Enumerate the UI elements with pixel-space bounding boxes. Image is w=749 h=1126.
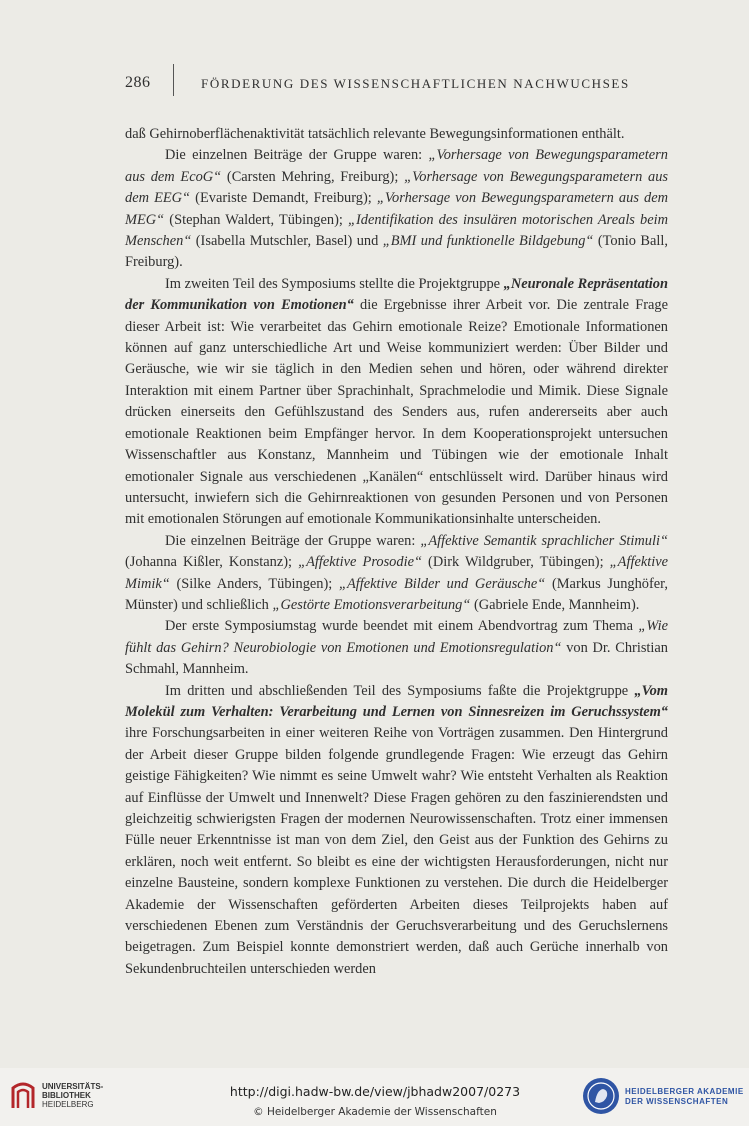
running-header — [125, 64, 670, 100]
running-title: FÖRDERUNG DES WISSENSCHAFTLICHEN NACHWUCHSES — [201, 76, 630, 91]
paragraph-1: daß Gehirnoberflächenaktivität tatsächlich relevante Bewegungsinformationen enthält. — [125, 126, 625, 142]
paragraph-3: Im zweiten Teil des Symposiums stellte die Projektgruppe „Neuronale Repräsentation der Kommunikation von Emotionen“ die Ergebnisse ihrer Arbeit vor. Die zentrale Frage dieser Arbeit ist: Wie verarbeitet das Gehirn emotionale Reize? Emotionale Informationen können auf ganz unterschiedliche Art und Weise kommuniziert werden: Über Bilder und Geräusche, wie wir sie täglich in den Medien sehen und hören, oder während direkter Interaktion mit einem Partner über Sprachinhalt, Sprachmelodie und Mimik. Diese Signale drücken einerseits den Gefühlszustand des Senders aus, rufen andererseits aber auch emotionale Reaktionen beim Empfänger hervor. In dem Kooperationsprojekt untersuchen Wissenschaftler aus Konstanz, Mannheim und Tübingen wie der emotionale Inhalt emotionaler Signale aus verschiedenen „Kanälen“ entschlüsselt wird. Darüber hinaus wird untersucht, inwiefern sich die Gehirnreaktionen von gesunden Personen und von Personen mit emotionalen Störungen auf emotionale Kommunikationsinhalte unterscheiden. — [125, 275, 668, 528]
header-divider — [173, 64, 174, 96]
academy-seal-icon — [583, 1078, 619, 1114]
paragraph-2: Die einzelnen Beiträge der Gruppe waren: „Vorhersage von Bewegungsparametern aus dem EcoG“ (Carsten Mehring, Freiburg); „Vorhersage von Bewegungsparametern aus dem EEG“ (Evariste Demandt, Freiburg); „Vorhersage von Bewegungsparametern aus dem MEG“ (Stephan Waldert, Tübingen); „Identifikation des insulären motorischen Areals beim Menschen“ (Isabella Mutschler, Basel) und „BMI und funktionelle Bildgebung“ (Tonio Ball, Freiburg). — [125, 147, 668, 271]
page-number: 286 — [125, 74, 151, 91]
paragraph-5: Der erste Symposiumstag wurde beendet mit einem Abendvortrag zum Thema „Wie fühlt das Gehirn? Neurobiologie von Emotionen und Emotionsregulation“ von Dr. Christian Schmahl, Mannheim. — [125, 618, 668, 678]
paragraph-4: Die einzelnen Beiträge der Gruppe waren: „Affektive Semantik sprachlicher Stimuli“ (Johanna Kißler, Konstanz); „Affektive Prosodie“ (Dirk Wildgruber, Tübingen); „Affektive Mimik“ (Silke Anders, Tübingen); „Affektive Bilder und Geräusche“ (Markus Junghöfer, Münster) und schließlich „Gestörte Emotionsverarbeitung“ (Gabriele Ende, Mannheim). — [125, 532, 668, 613]
university-library-name[interactable]: UNIVERSITÄTS- BIBLIOTHEK HEIDELBERG — [42, 1082, 104, 1109]
paragraph-6: Im dritten und abschließenden Teil des Symposiums faßte die Projektgruppe „Vom Molekül zum Verhalten: Verarbeitung und Lernen von Sinnesreizen im Geruchssystem“ ihre Forschungsarbeiten in einer weiteren Reihe von Vorträgen zusammen. Den Hintergrund der Arbeit dieser Gruppe bilden folgende grundlegende Fragen: Wie erzeugt das Gehirn geistige Fähigkeiten? Wie nimmt es seine Umwelt wahr? Wie entsteht Verhalten als Reaktion auf Einflüsse der Umwelt und Innenwelt? Diese Fragen gehören zu den faszinierendsten und gleichzeitig schwierigsten Fragen der modernen Neurowissenschaften. Trotz einer immensen Fülle neuer Erkenntnisse ist man von dem Ziel, den Geist aus der Funktion des Gehirns zu erklären, noch weit entfernt. So bleibt es eine der wichtigsten Herausforderungen, nicht nur einzelne Bausteine, sondern komplexe Funktionen zu verstehen. Die durch die Heidelberger Akademie der Wissenschaften geförderten Arbeiten dieses Teilprojekts haben auf verschiedenen Ebenen zum Verständnis der Geruchsverarbeitung und des Geruchslernens beigetragen. Zum Beispiel konnte demonstriert werden, daß auch Gerüche innerhalb von Sekundenbruchteilen unterschieden werden — [125, 682, 668, 977]
document-url-link[interactable]: http://digi.hadw-bw.de/view/jbhadw2007/0273 — [229, 1084, 521, 1099]
digitization-footer — [0, 1068, 749, 1126]
academy-logo-icon[interactable] — [583, 1078, 619, 1114]
university-library-logo-icon[interactable] — [10, 1080, 36, 1110]
copyright-notice: © Heidelberger Akademie der Wissenschaften — [253, 1106, 497, 1118]
academy-name[interactable]: HEIDELBERGER AKADEMIE DER WISSENSCHAFTEN — [625, 1087, 744, 1106]
page-body — [125, 124, 668, 980]
